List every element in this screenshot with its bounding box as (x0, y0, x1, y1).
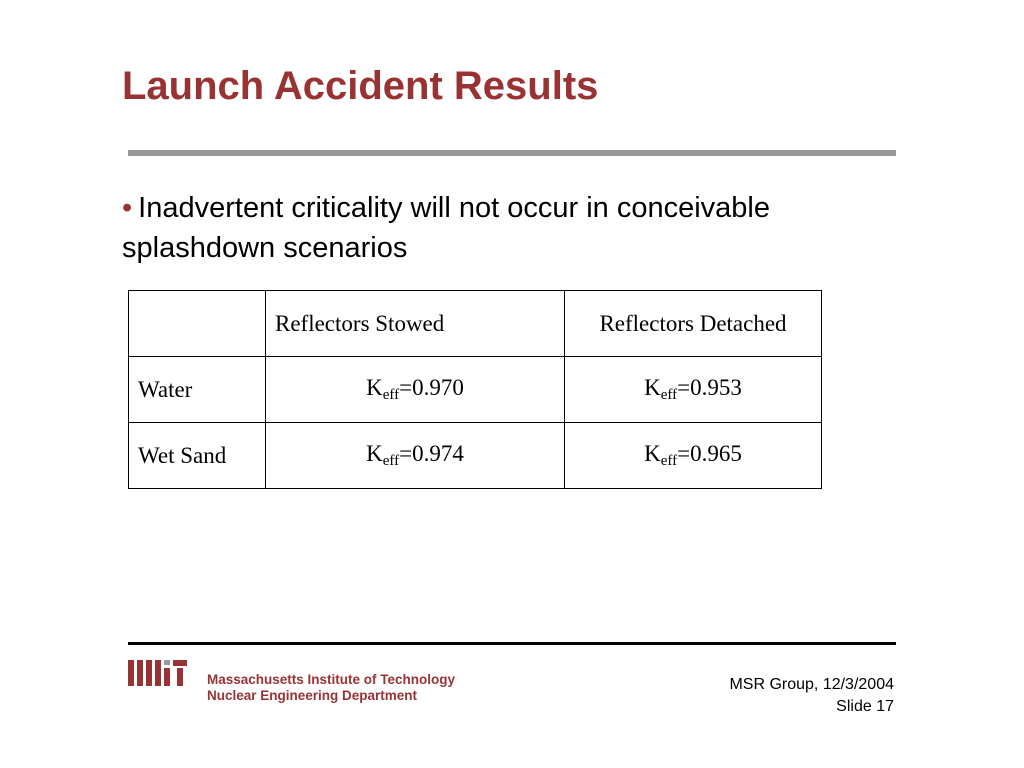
slide-footer-info (729, 674, 894, 718)
table-row (129, 357, 822, 423)
row-label: Water (129, 357, 266, 423)
bullet-text: Inadvertent criticality will not occur in conceivable splashdown scenarios (122, 192, 770, 264)
table-header-cell (129, 291, 266, 357)
keff-cell: Keff=0.974 (266, 423, 565, 489)
institute-line: Massachusetts Institute of Technology (207, 672, 456, 687)
keff-cell: Keff=0.953 (565, 357, 822, 423)
slide-number: Slide 17 (836, 698, 894, 715)
table-header-cell: Reflectors Detached (565, 291, 822, 357)
keff-cell: Keff=0.970 (266, 357, 565, 423)
bullet-point (122, 188, 902, 268)
table-row (129, 423, 822, 489)
table-header-row (129, 291, 822, 357)
mit-logo (128, 660, 188, 690)
table-header-cell: Reflectors Stowed (266, 291, 565, 357)
bullet-marker: • (122, 192, 133, 224)
row-label: Wet Sand (129, 423, 266, 489)
results-table (128, 290, 822, 489)
institution-name (207, 672, 455, 704)
title-divider (128, 150, 896, 156)
group-date: MSR Group, 12/3/2004 (729, 676, 894, 693)
footer-divider (128, 642, 896, 645)
slide-title: Launch Accident Results (122, 64, 599, 108)
keff-cell: Keff=0.965 (565, 423, 822, 489)
department-line: Nuclear Engineering Department (207, 688, 418, 703)
